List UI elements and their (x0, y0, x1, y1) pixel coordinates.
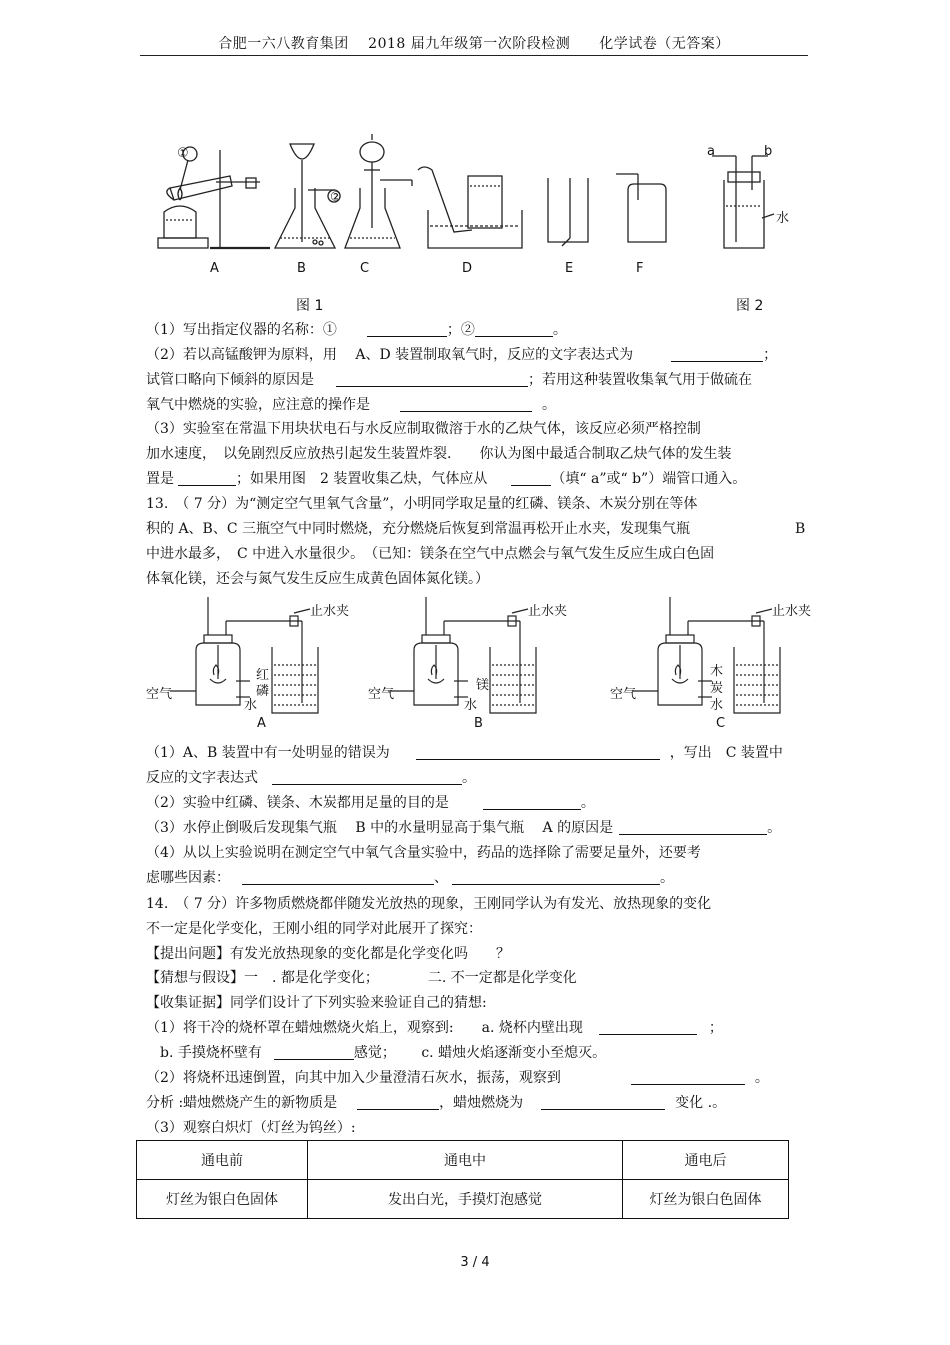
mark-1: ① (177, 146, 189, 161)
q14-line-6: （1）将干冷的烧杯罩在蜡烛燃烧火焰上，观察到: a. 烧杯内壁出现 ； (146, 1020, 723, 1036)
magnesium-label: 镁 (476, 678, 490, 693)
setup-letter-b: B (474, 716, 483, 731)
apparatus-e (548, 178, 588, 246)
water-label-b: 水 (464, 698, 478, 713)
q12-line-3: 试管口略向下倾斜的原因是 ；若用这种装置收集氧气用于做硫在 (146, 372, 752, 388)
water-label-a: 水 (244, 698, 258, 713)
phosphorus-label-1: 红 (256, 668, 270, 683)
blank-change-type[interactable] (541, 1095, 665, 1110)
page-header: 合肥一六八教育集团 2018 届九年级第一次阶段检测 化学试卷（无答案） (218, 36, 730, 52)
fig2-label-water: 水 (776, 211, 790, 226)
q14-line-3: 【提出问题】有发光放热现象的变化都是化学变化吗 ？ (146, 946, 510, 962)
q14-line-2: 不一定是化学变化，王刚小组的同学对此展开了探究： (146, 921, 482, 937)
header-rule (140, 55, 808, 56)
table-cell: 灯丝为银白色固体 (623, 1180, 789, 1219)
q14-line-4: 【猜想与假设】一 . 都是化学变化； 二. 不一定都是化学变化 (146, 970, 577, 986)
blank-reason[interactable] (336, 372, 528, 387)
fig2-label-a: a (707, 144, 715, 159)
label-c: C (360, 261, 370, 276)
q12-line-1: （1）写出指定仪器的名称：① ；② 。 (146, 322, 567, 338)
table-row (137, 1180, 789, 1219)
q12-line-6: 加水速度， 以免剧烈反应放热引起发生装置炸裂. 你认为图中最适合制取乙炔气体的发生装 (146, 446, 732, 462)
q14-line-1: 14. （ 7 分）许多物质燃烧都伴随发光放热的现象，王刚同学认为有发光、放热现象的变化 (146, 896, 712, 912)
air-label-b: 空气 (368, 687, 395, 702)
fig2-label-b: b (764, 144, 773, 159)
air-label-a: 空气 (146, 687, 173, 702)
label-d: D (462, 261, 473, 276)
table-header-row (137, 1141, 789, 1180)
water-label-c: 水 (710, 698, 724, 713)
blank-port[interactable] (511, 471, 551, 486)
q13-line-4: 体氧化镁，还会与氮气发生反应生成黄色固体氮化镁。） (146, 571, 489, 587)
label-a: A (210, 261, 219, 276)
q12-line-7: 置是 ；如果用图 2 装置收集乙炔，气体应从 （填“ a”或“ b”）端管口通入。 (146, 471, 747, 487)
blank-instrument-1[interactable] (367, 322, 447, 337)
blank-equation-c[interactable] (272, 770, 462, 785)
blank-factor-1[interactable] (242, 870, 434, 885)
table-header: 通电中 (308, 1141, 623, 1180)
charcoal-label-1: 木 (710, 664, 724, 679)
table-cell: 灯丝为银白色固体 (137, 1180, 308, 1219)
q13-p6: 虑哪些因素： 、 。 (146, 870, 674, 886)
q12-line-5: （3）实验室在常温下用块状电石与水反应制取微溶于水的乙炔气体，该反应必须严格控制 (146, 421, 701, 437)
apparatus-a (158, 147, 270, 248)
q13-line-2-b: B (795, 521, 806, 537)
clamp-label-b: 止水夹 (528, 604, 568, 619)
q13-line-2: 积的 A、B、C 三瓶空气中同时燃烧，充分燃烧后恢复到常温再松开止水夹，发现集气瓶 (146, 521, 691, 537)
q12-line-4: 氧气中燃烧的实验，应注意的操作是 。 (146, 397, 556, 413)
q12-line-2: （2）若以高锰酸钾为原料，用 A、D 装置制取氧气时，反应的文字表达式为 ； (146, 347, 778, 363)
clamp-label-a: 止水夹 (310, 604, 350, 619)
q14-line-9: 分析 :蜡烛燃烧产生的新物质是 ，蜡烛燃烧为 变化 .。 (146, 1095, 727, 1111)
phosphorus-label-2: 磷 (256, 684, 270, 699)
table-header: 通电后 (623, 1141, 789, 1180)
q14-line-7: b. 手摸烧杯壁有 感觉； c. 蜡烛火焰逐渐变小至熄灭。 (160, 1045, 607, 1061)
blank-new-substance[interactable] (357, 1095, 439, 1110)
blank-observation[interactable] (631, 1070, 745, 1085)
apparatus-d (418, 167, 522, 248)
q13-p2: 反应的文字表达式 。 (146, 770, 476, 786)
page-number: 3 / 4 (460, 1255, 490, 1270)
blank-equation-1[interactable] (671, 347, 763, 362)
table-header: 通电前 (137, 1141, 308, 1180)
blank-error[interactable] (416, 745, 660, 760)
q14-line-10: （3）观察白炽灯（灯丝为钨丝）: (146, 1120, 356, 1136)
air-label-c: 空气 (610, 687, 637, 702)
setup-letter-a: A (257, 716, 266, 731)
q13-p4: （3）水停止倒吸后发现集气瓶 B 中的水量明显高于集气瓶 A 的原因是 。 (146, 820, 782, 836)
table-cell: 发出白光，手摸灯泡感觉 (308, 1180, 623, 1219)
apparatus-f (616, 174, 666, 242)
blank-operation[interactable] (400, 397, 532, 412)
fig2-caption: 图 2 (736, 298, 764, 314)
blank-device[interactable] (178, 471, 236, 486)
blank-purpose[interactable] (483, 795, 581, 810)
mark-2: ② (330, 190, 342, 205)
q13-p5: （4）从以上实验说明在测定空气中氧气含量实验中，药品的选择除了需要足量外，还要考 (146, 845, 701, 861)
q13-p3: （2）实验中红磷、镁条、木炭都用足量的目的是 。 (146, 795, 595, 811)
blank-reason-b[interactable] (619, 820, 767, 835)
fig1-caption: 图 1 (296, 298, 324, 314)
apparatus-fig2 (712, 156, 774, 248)
setup-c (632, 597, 780, 713)
q13-line-1: 13. （ 7 分）为“测定空气里氧气含量”，小明同学取足量的红磷、镁条、木炭分别在等体 (146, 496, 698, 512)
blank-factor-2[interactable] (452, 870, 660, 885)
label-b: B (297, 261, 306, 276)
blank-feeling[interactable] (274, 1045, 354, 1060)
setup-letter-c: C (716, 716, 726, 731)
q14-line-8: （2）将烧杯迅速倒置，向其中加入少量澄清石灰水，振荡，观察到 。 (146, 1070, 769, 1086)
apparatus-c (345, 134, 412, 248)
blank-inner-wall[interactable] (599, 1020, 697, 1035)
label-f: F (636, 261, 644, 276)
setup-b (388, 597, 536, 713)
charcoal-label-2: 炭 (710, 681, 724, 696)
label-e: E (565, 261, 574, 276)
clamp-label-c: 止水夹 (772, 604, 812, 619)
q14-line-5: 【收集证据】同学们设计了下列实验来验证自己的猜想: (146, 995, 487, 1011)
blank-instrument-2[interactable] (475, 322, 553, 337)
q13-p1: （1）A、B 装置中有一处明显的错误为 ，写出 C 装置中 (146, 745, 783, 761)
lamp-table (136, 1140, 789, 1219)
q13-line-3: 中进水最多， C 中进入水量很少。 （已知：镁条在空气中点燃会与氧气发生反应生成白色固 (146, 546, 715, 562)
